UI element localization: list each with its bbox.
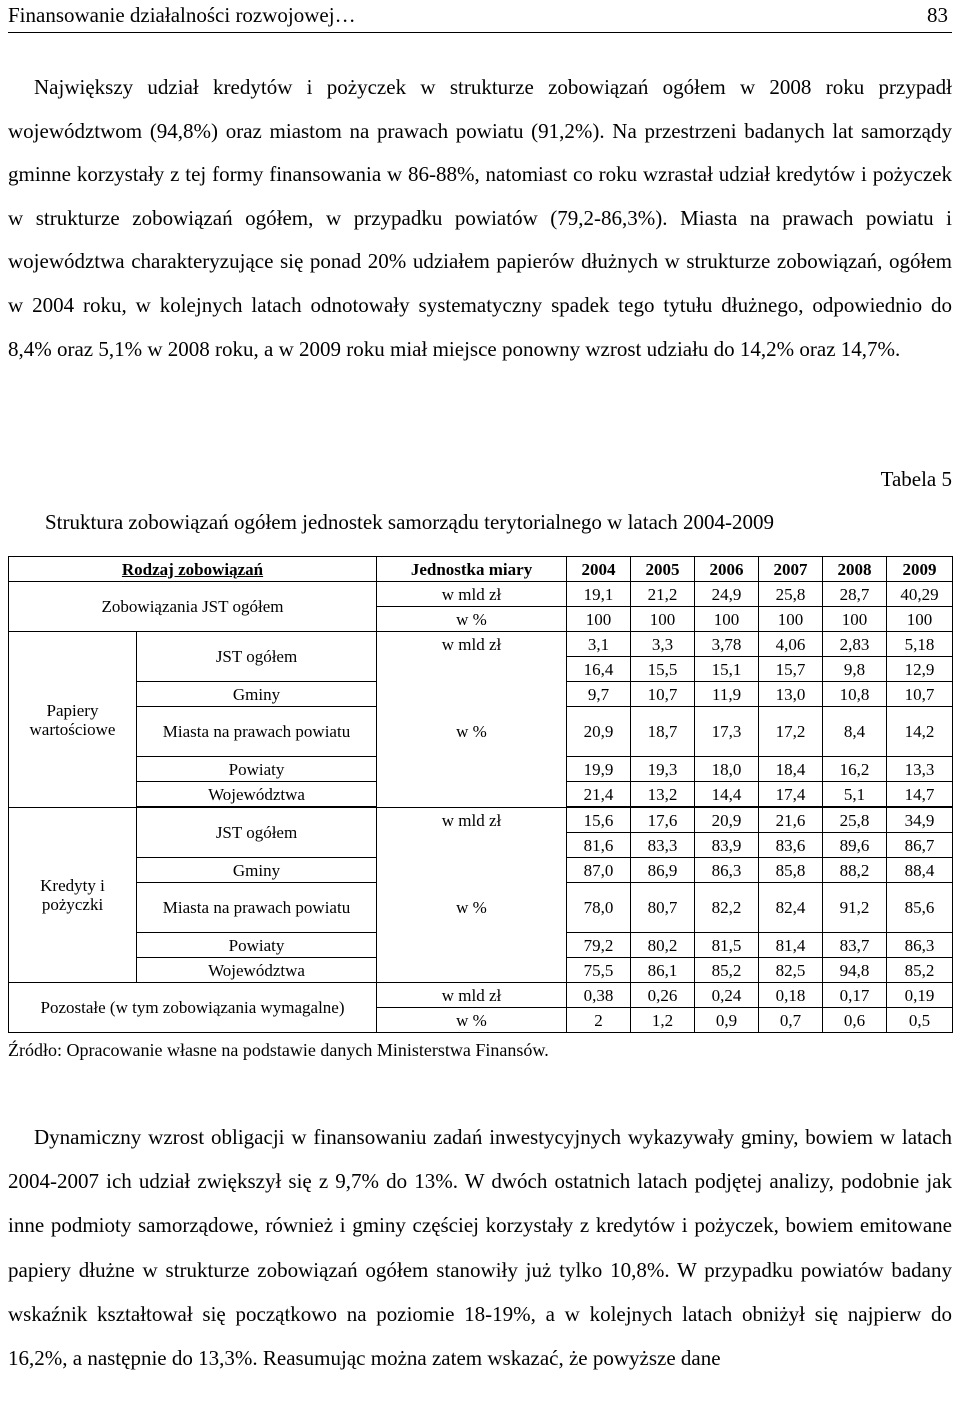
table-row: Papiery wartościowe JST ogółem w mld zł 3,1 3,3 3,78 4,06 2,83 5,18 — [9, 632, 953, 657]
header-year: 2007 — [759, 557, 823, 582]
header-year: 2009 — [887, 557, 953, 582]
table-row: Powiaty 19,9 19,3 18,0 18,4 16,2 13,3 — [9, 757, 953, 782]
group-label-loans: Kredyty i pożyczki — [9, 808, 137, 983]
paragraph-intro-text: Największy udział kredytów i pożyczek w strukturze zobowiązań ogółem w 2008 roku przypadł województwom (94,8%) oraz miastom na prawach powiatu (91,2%). Na przestrzeni badanych lat samorządy gminne korzystały z tej formy finansowania w 86-88%, natomiast co roku wzrastał udział kredytów i pożyczek w strukturze zobowiązań ogółem, w przypadku powiatów (79,2-86,3%). Miasta na prawach powiatu i województwa charakteryzujące się ponad 20% udziałem papierów dłużnych w strukturze zobowiązań, ogółem w 2004 roku, w kolejnych latach odnotowały systematyczny spadek tego tytułu dłużnego, odpowiednio do 8,4% oraz 5,1% w 2008 roku, a w 2009 roku miał miejsce ponowny wzrost udziału do 14,2% oraz 14,7%. — [8, 75, 952, 361]
table-row: Powiaty 79,2 80,2 81,5 81,4 83,7 86,3 — [9, 933, 953, 958]
header-year: 2008 — [823, 557, 887, 582]
table-header-row — [9, 557, 953, 582]
table-row: Województwa 75,5 86,1 85,2 82,5 94,8 85,2 — [9, 958, 953, 983]
table-row: Zobowiązania JST ogółem w mld zł 19,1 21,2 24,9 25,8 28,7 40,29 — [9, 582, 953, 607]
table-row: w % 16,4 15,5 15,1 15,7 9,8 12,9 — [9, 657, 953, 682]
table-row: Gminy 87,0 86,9 86,3 85,8 88,2 88,4 — [9, 858, 953, 883]
header-year: 2005 — [631, 557, 695, 582]
paragraph-intro — [8, 66, 952, 371]
row-label-jst: JST ogółem — [137, 808, 377, 858]
row-label-total: Zobowiązania JST ogółem — [9, 582, 377, 632]
table-row: Gminy 9,7 10,7 11,9 13,0 10,8 10,7 — [9, 682, 953, 707]
table-title: Struktura zobowiązań ogółem jednostek samorządu terytorialnego w latach 2004-2009 — [45, 510, 774, 534]
table-source-note: Źródło: Opracowanie własne na podstawie danych Ministerstwa Finansów. — [8, 1040, 549, 1060]
unit-pct-loans: w % — [377, 833, 567, 983]
table-row: w % 100 100 100 100 100 100 — [9, 607, 953, 632]
row-label-jst: JST ogółem — [137, 632, 377, 682]
liabilities-table — [8, 556, 953, 1033]
group-label-securities: Papiery wartościowe — [9, 632, 137, 808]
unit-pct-securities: w % — [377, 657, 567, 808]
table-number: Tabela 5 — [880, 467, 952, 491]
table-row: Pozostałe (w tym zobowiązania wymagalne) w mld zł 0,38 0,26 0,24 0,18 0,17 0,19 — [9, 983, 953, 1008]
row-label-other: Pozostałe (w tym zobowiązania wymagalne) — [9, 983, 377, 1033]
header-unit: Jednostka miary — [377, 557, 567, 582]
table-row: Miasta na prawach powiatu 20,9 18,7 17,3 17,2 8,4 14,2 — [9, 707, 953, 757]
header-type: Rodzaj zobowiązań — [121, 559, 264, 579]
table-row: Województwa 21,4 13,2 14,4 17,4 5,1 14,7 — [9, 782, 953, 807]
header-year: 2006 — [695, 557, 759, 582]
table-row: Kredyty i pożyczki JST ogółem w mld zł 15,6 17,6 20,9 21,6 25,8 34,9 — [9, 808, 953, 833]
paragraph-analysis-text: Dynamiczny wzrost obligacji w finansowaniu zadań inwestycyjnych wykazywały gminy, bowiem w latach 2004-2007 ich udział zwiększył się z 9,7% do 13%. W dwóch ostatnich latach podjętej analizy, podobnie jak inne podmioty samorządowe, również i gminy częściej korzystały z kredytów i pożyczek, bowiem emitowane papiery dłużne w strukturze zobowiązań ogółem stanowiły już tylko 10,8%. W przypadku powiatów badany wskaźnik kształtował się początkowo na poziomie 18-19%, a w kolejnych latach obniżył się najpierw do 16,2%, a następnie do 13,3%. Reasumując można zatem wskazać, że powyższe dane — [8, 1125, 952, 1371]
table-row: Miasta na prawach powiatu 78,0 80,7 82,2 82,4 91,2 85,6 — [9, 883, 953, 933]
running-title: Finansowanie działalności rozwojowej… — [8, 3, 356, 27]
table-row: w % 81,6 83,3 83,9 83,6 89,6 86,7 — [9, 833, 953, 858]
page-header — [8, 0, 952, 33]
table-row: w % 2 1,2 0,9 0,7 0,6 0,5 — [9, 1008, 953, 1033]
paragraph-analysis — [8, 1115, 952, 1380]
header-year: 2004 — [567, 557, 631, 582]
page-number: 83 — [927, 3, 948, 27]
